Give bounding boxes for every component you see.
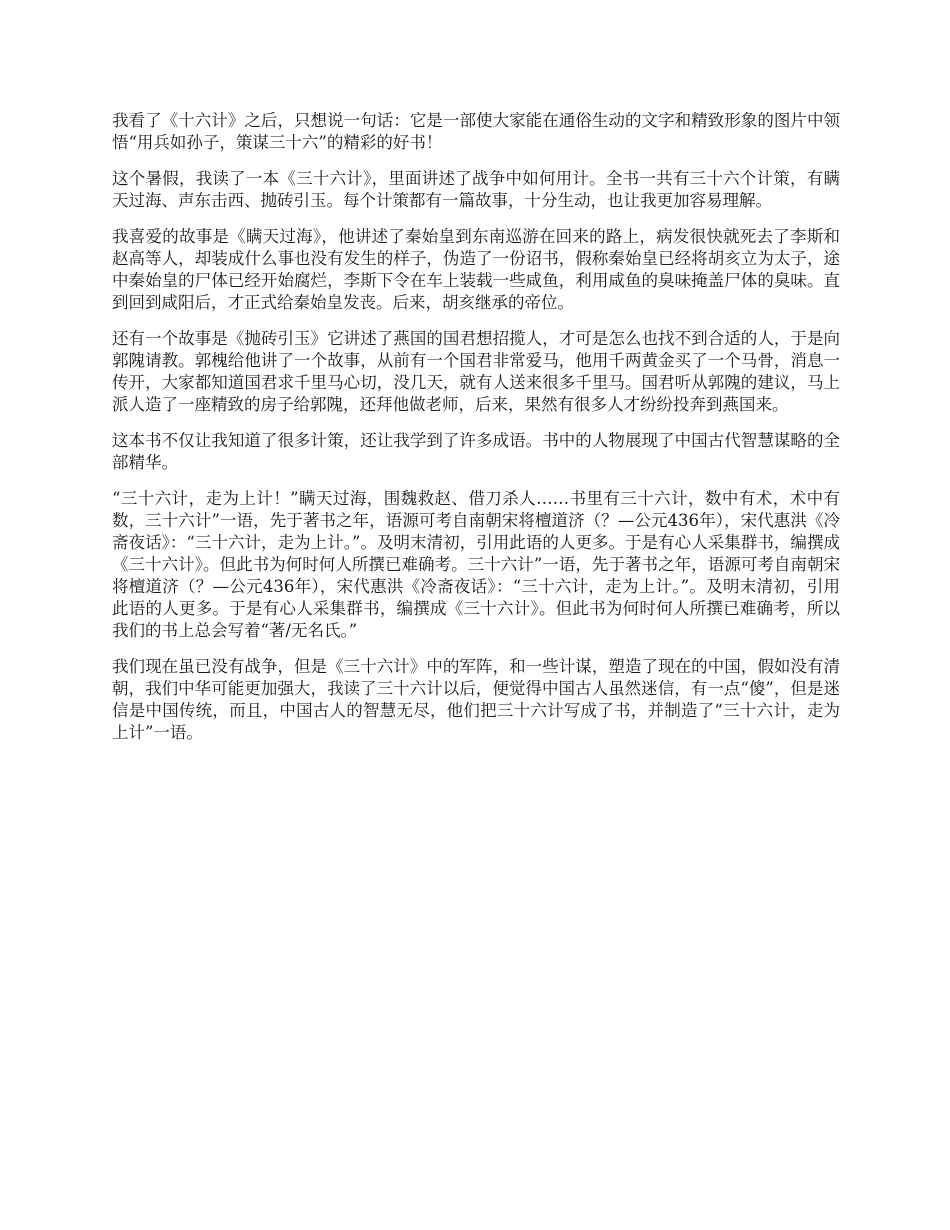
paragraph-3: 我喜爱的故事是《瞒天过海》，他讲述了秦始皇到东南巡游在回来的路上，病发很快就死去了李斯和赵高等人，却装成什么事也没有发生的样子，伪造了一份诏书，假称秦始皇已经将胡亥立为太子，途中秦始皇的尸体已经开始腐烂，李斯下令在车上装载一些咸鱼，利用咸鱼的臭味掩盖尸体的臭味。直到回到咸阳后，才正式给秦始皇发丧。后来，胡亥继承的帝位。 [112,227,840,312]
paragraph-1: 我看了《十六计》之后，只想说一句话：它是一部使大家能在通俗生动的文字和精致形象的图片中领悟“用兵如孙子，策谋三十六”的精彩的好书！ [112,111,840,152]
paragraph-2: 这个暑假，我读了一本《三十六计》，里面讲述了战争中如何用计。全书一共有三十六个计策，有瞒天过海、声东击西、抛砖引玉。每个计策都有一篇故事，十分生动，也让我更加容易理解。 [112,169,840,210]
paragraph-7: 我们现在虽已没有战争，但是《三十六计》中的军阵，和一些计谋，塑造了现在的中国，假如没有清朝，我们中华可能更加强大，我读了三十六计以后，便觉得中国古人虽然迷信，有一点“傻”，但是迷信是中国传统，而且，中国古人的智慧无尽，他们把三十六计写成了书，并制造了“三十六计，走为上计”一语。 [112,657,840,742]
paragraph-5: 这本书不仅让我知道了很多计策，还让我学到了许多成语。书中的人物展现了中国古代智慧谋略的全部精华。 [112,431,840,472]
paragraph-6: “三十六计，走为上计！”瞒天过海，围魏救赵、借刀杀人……书里有三十六计，数中有术，术中有数，三十六计”一语，先于著书之年，语源可考自南朝宋将檀道济（？—公元436年），宋代惠洪《冷斋夜话》：“三十六计，走为上计。”。及明末清初，引用此语的人更多。于是有心人采集群书，编撰成《三十六计》。但此书为何时何人所撰已难确考。三十六计”一语，先于著书之年，语源可考自南朝宋将檀道济（？—公元436年），宋代惠洪《冷斋夜话》：“三十六计，走为上计。”。及明末清初，引用此语的人更多。于是有心人采集群书，编撰成《三十六计》。但此书为何时何人所撰已难确考，所以我们的书上总会写着“著/无名氏。” [112,489,840,640]
paragraph-4: 还有一个故事是《抛砖引玉》它讲述了燕国的国君想招揽人，才可是怎么也找不到合适的人，于是向郭隗请教。郭槐给他讲了一个故事，从前有一个国君非常爱马，他用千两黄金买了一个马骨，消息一传开，大家都知道国君求千里马心切，没几天，就有人送来很多千里马。国君听从郭隗的建议，马上派人造了一座精致的房子给郭隗，还拜他做老师，后来，果然有很多人才纷纷投奔到燕国来。 [112,329,840,414]
document-page [112,110,840,758]
